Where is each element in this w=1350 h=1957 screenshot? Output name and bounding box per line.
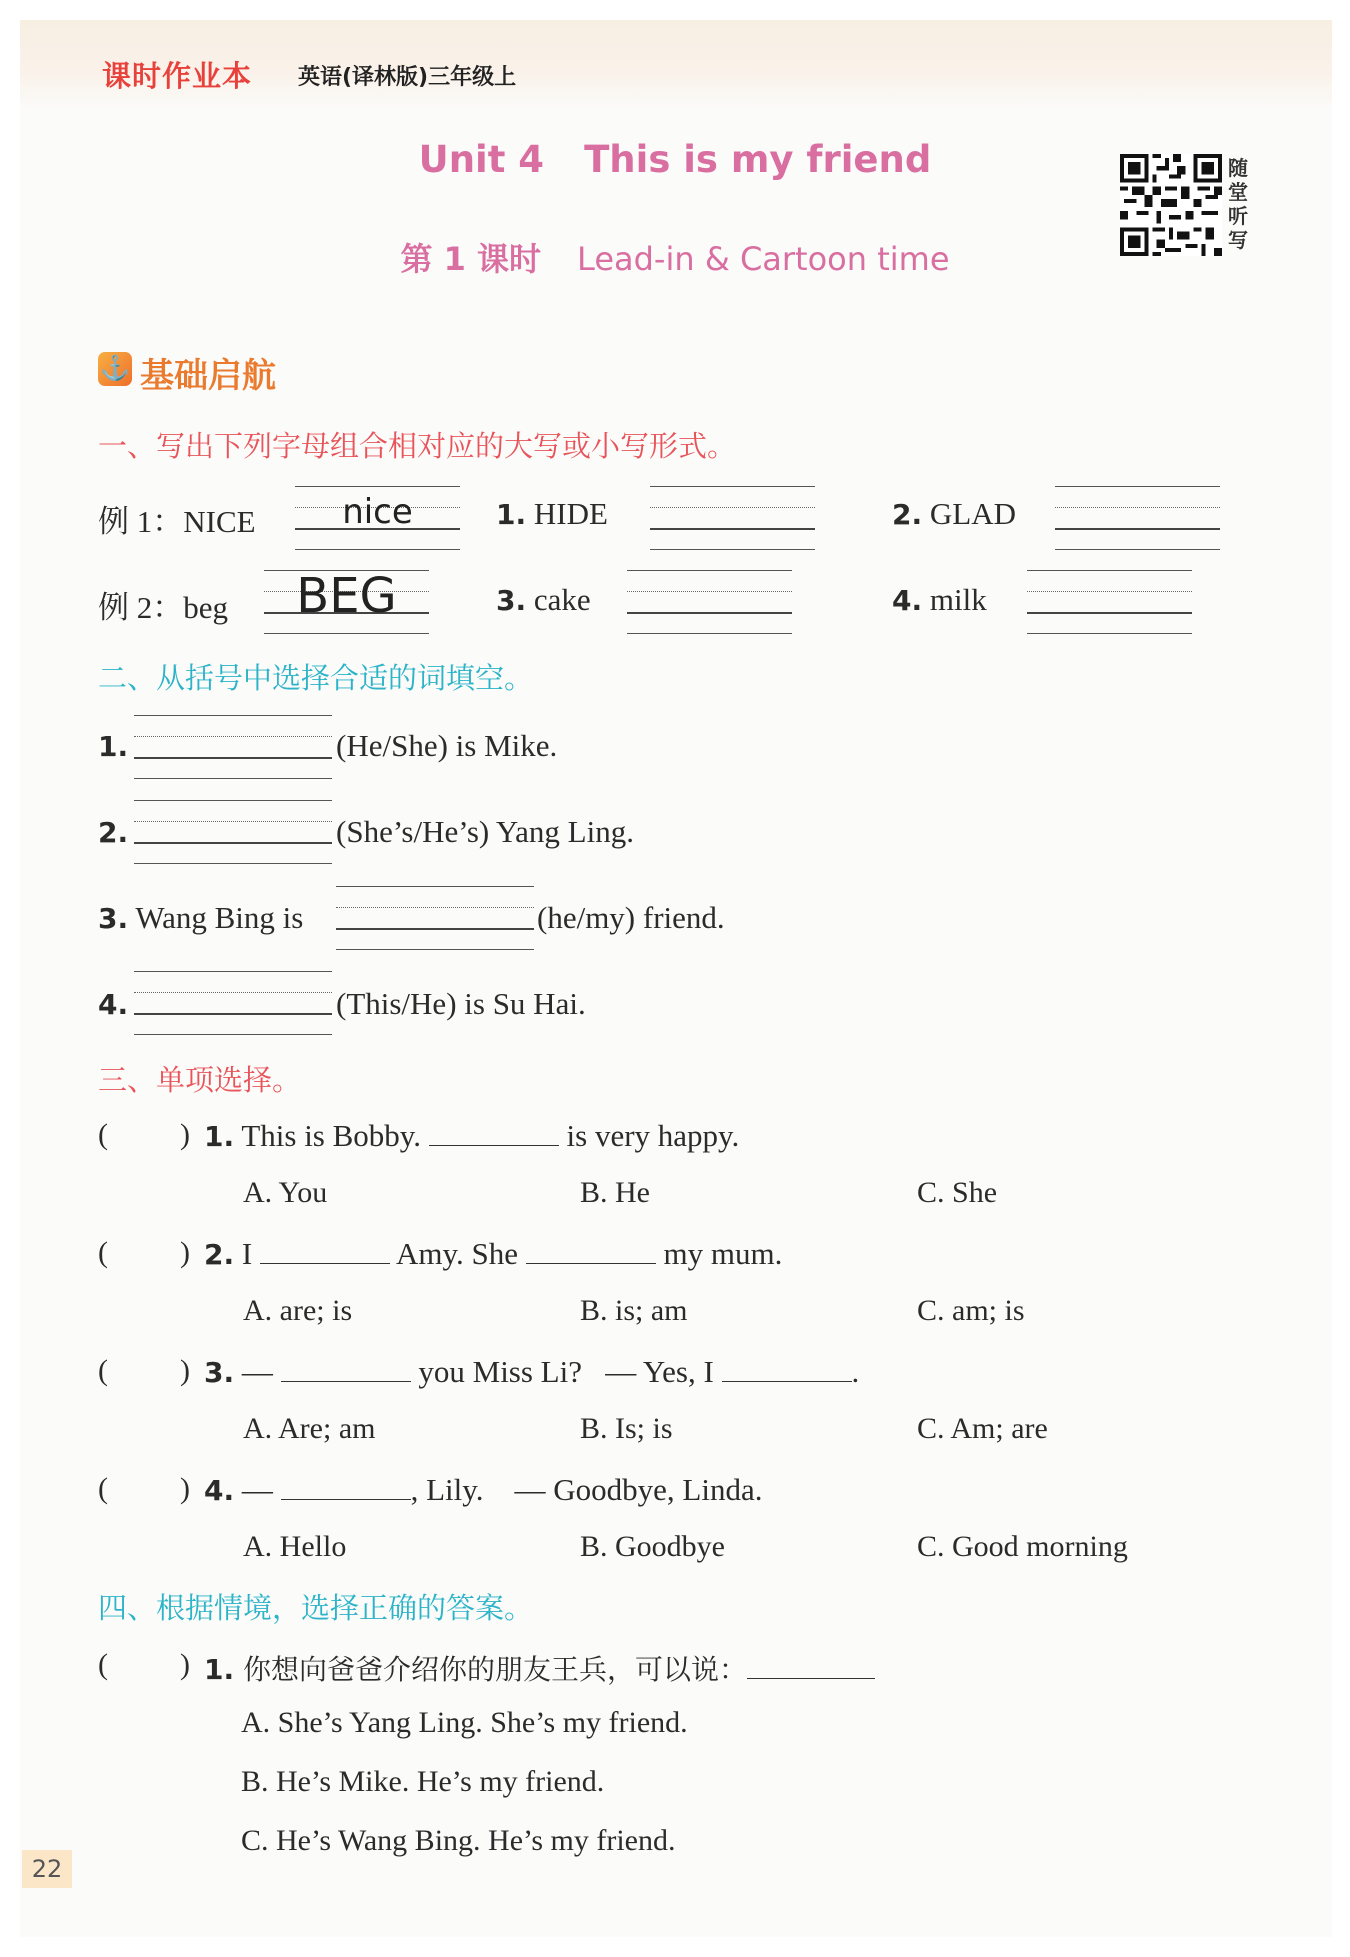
part4-option-a[interactable]: A. She’s Yang Ling. She’s my friend. <box>241 1706 688 1739</box>
part2-item1-blank[interactable] <box>134 715 332 779</box>
part3-q2: 2. I Amy. She my mum. <box>204 1236 783 1271</box>
section-title: 基础启航 <box>140 356 276 396</box>
part3-q3-option-b[interactable]: B. Is; is <box>580 1412 673 1445</box>
answer-paren[interactable]: ( <box>98 1354 108 1387</box>
part2-item4-text: (This/He) is Su Hai. <box>336 986 586 1021</box>
part3-q4-option-c[interactable]: C. Good morning <box>917 1530 1128 1563</box>
item4-label: 4. milk <box>892 582 987 617</box>
page-number: 22 <box>22 1850 72 1888</box>
part3-q1-option-a[interactable]: A. You <box>243 1176 328 1209</box>
example2-answer: BEG <box>296 568 397 624</box>
part2-item2-text: (She’s/He’s) Yang Ling. <box>336 814 634 849</box>
example1-grid <box>295 486 460 550</box>
lesson-label: 第 1 课时 <box>400 240 542 278</box>
example2-label: 例 2：beg <box>98 590 229 625</box>
example1-answer: nice <box>342 492 413 532</box>
part4-option-b[interactable]: B. He’s Mike. He’s my friend. <box>241 1765 605 1798</box>
blank-line[interactable] <box>526 1237 656 1264</box>
part3-q1-option-b[interactable]: B. He <box>580 1176 650 1209</box>
blank-line[interactable] <box>747 1652 875 1679</box>
item2-label: 2. GLAD <box>892 496 1016 531</box>
answer-paren[interactable]: ( <box>98 1118 108 1151</box>
unit-name: This is my friend <box>584 138 932 181</box>
part4-option-c[interactable]: C. He’s Wang Bing. He’s my friend. <box>241 1824 676 1857</box>
anchor-icon: ⚓ <box>98 352 132 386</box>
page-header <box>20 20 1332 110</box>
part3-heading: 三、单项选择。 <box>98 1063 302 1097</box>
part3-q3-option-c[interactable]: C. Am; are <box>917 1412 1048 1445</box>
part3-q2-option-c[interactable]: C. am; is <box>917 1294 1025 1327</box>
part3-q4-option-b[interactable]: B. Goodbye <box>580 1530 725 1563</box>
answer-paren[interactable]: ( <box>98 1236 108 1269</box>
qr-label: 随堂听写 <box>1228 156 1248 252</box>
item3-answer-grid[interactable] <box>627 570 792 634</box>
part2-item3-text: (he/my) friend. <box>537 900 725 935</box>
item4-answer-grid[interactable] <box>1027 570 1192 634</box>
part3-q4: 4. — , Lily. — Goodbye, Linda. <box>204 1472 763 1507</box>
part1-heading: 一、写出下列字母组合相对应的大写或小写形式。 <box>98 429 737 463</box>
brand-title: 课时作业本 <box>102 59 253 93</box>
blank-line[interactable] <box>429 1119 559 1146</box>
answer-paren[interactable]: ( <box>98 1472 108 1505</box>
example1-label: 例 1：NICE <box>98 504 256 539</box>
qr-code[interactable] <box>1120 154 1222 256</box>
blank-line[interactable] <box>260 1237 390 1264</box>
part3-q4-option-a[interactable]: A. Hello <box>243 1530 347 1563</box>
item1-answer-grid[interactable] <box>650 486 815 550</box>
item2-answer-grid[interactable] <box>1055 486 1220 550</box>
item3-label: 3. cake <box>496 582 591 617</box>
part2-item4-blank[interactable] <box>134 971 332 1035</box>
part4-heading: 四、根据情境，选择正确的答案。 <box>98 1591 534 1625</box>
part2-item2-blank[interactable] <box>134 800 332 864</box>
part2-item4: 4. <box>98 988 129 1021</box>
part2-heading: 二、从括号中选择合适的词填空。 <box>98 661 534 695</box>
part3-q3: 3. — you Miss Li? — Yes, I . <box>204 1354 860 1389</box>
part2-item1: 1. <box>98 730 129 763</box>
part2-item1-text: (He/She) is Mike. <box>336 728 558 763</box>
lesson-topic: Lead-in & Cartoon time <box>577 240 950 278</box>
part2-item3-blank[interactable] <box>336 886 534 950</box>
part3-q3-option-a[interactable]: A. Are; am <box>243 1412 376 1445</box>
part2-item2: 2. <box>98 816 129 849</box>
part3-q2-option-b[interactable]: B. is; am <box>580 1294 688 1327</box>
example2-grid <box>264 570 429 634</box>
part3-q1: 1. This is Bobby. is very happy. <box>204 1118 740 1153</box>
book-subtitle: 英语(译林版)三年级上 <box>298 65 517 90</box>
part2-item3: 3. Wang Bing is <box>98 900 304 935</box>
blank-line[interactable] <box>722 1355 852 1382</box>
part3-q2-option-a[interactable]: A. are; is <box>243 1294 353 1327</box>
blank-line[interactable] <box>281 1473 411 1500</box>
item1-label: 1. HIDE <box>496 496 608 531</box>
part3-q1-option-c[interactable]: C. She <box>917 1176 998 1209</box>
part4-question: 1. 你想向爸爸介绍你的朋友王兵，可以说： <box>204 1648 875 1688</box>
blank-line[interactable] <box>281 1355 411 1382</box>
unit-number: Unit 4 <box>418 138 545 181</box>
answer-paren[interactable]: ( <box>98 1648 108 1681</box>
